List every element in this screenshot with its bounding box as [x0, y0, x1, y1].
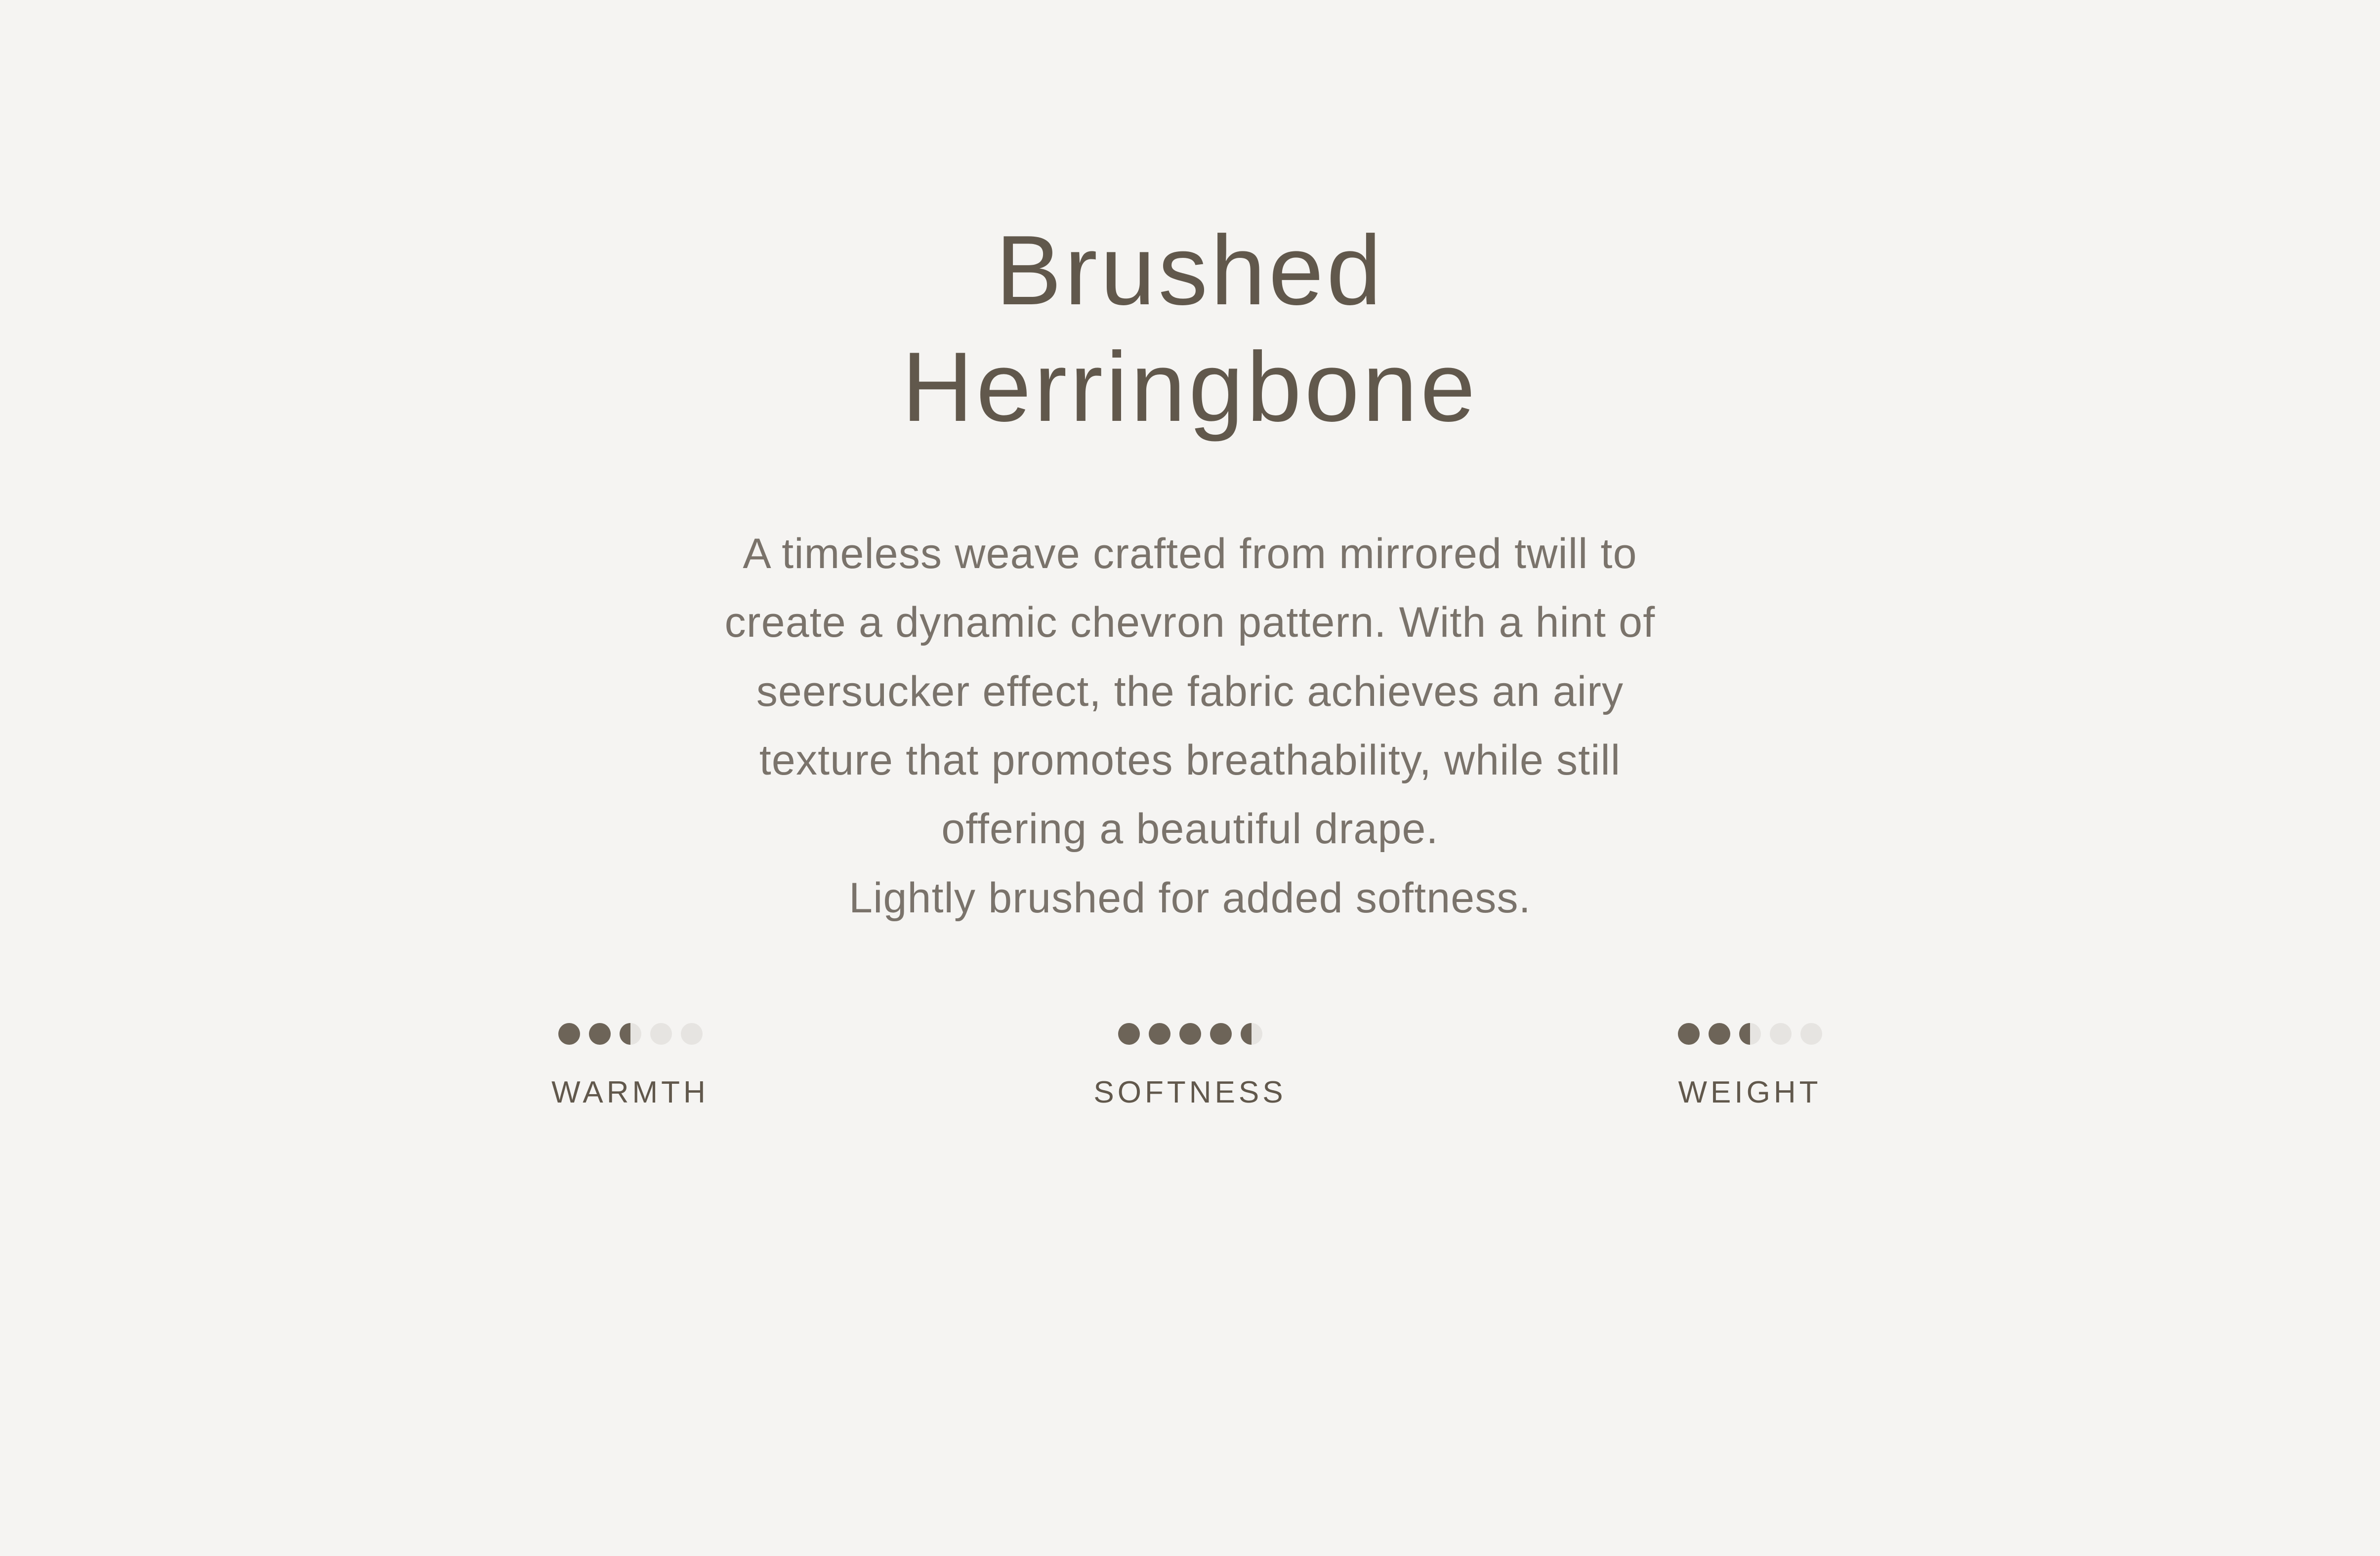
rating-dot — [1770, 1023, 1792, 1045]
description-line-4: texture that promotes breathability, while still — [759, 736, 1621, 784]
fabric-description — [583, 520, 1798, 933]
rating-dot — [1210, 1023, 1232, 1045]
fabric-attribute-ratings — [350, 1017, 2030, 1110]
rating-dot — [681, 1023, 703, 1045]
rating-dot — [589, 1023, 611, 1045]
description-line-2: create a dynamic chevron pattern. With a hint of — [724, 599, 1656, 647]
rating-dot — [620, 1023, 641, 1045]
description-line-3: seersucker effect, the fabric achieves an airy — [756, 667, 1624, 715]
rating-warmth — [350, 1017, 910, 1110]
rating-dot — [558, 1023, 580, 1045]
rating-softness-dots — [1118, 1017, 1262, 1051]
rating-dot — [1709, 1023, 1730, 1045]
description-line-5: offering a beautiful drape. — [941, 805, 1439, 853]
rating-warmth-dots — [558, 1017, 703, 1051]
page-title-line-1: Brushed — [996, 215, 1384, 326]
rating-dot — [1118, 1023, 1140, 1045]
rating-weight — [1470, 1017, 2030, 1110]
description-line-6: Lightly brushed for added softness. — [849, 874, 1531, 922]
rating-dot — [1149, 1023, 1170, 1045]
page-title-line-2: Herringbone — [902, 332, 1478, 442]
rating-weight-dots — [1678, 1017, 1822, 1051]
page-title — [449, 212, 1931, 446]
rating-softness-label: SOFTNESS — [1093, 1075, 1287, 1109]
rating-dot — [1678, 1023, 1700, 1045]
rating-warmth-label: WARMTH — [551, 1075, 709, 1109]
rating-dot — [1179, 1023, 1201, 1045]
rating-weight-label: WEIGHT — [1678, 1075, 1822, 1109]
description-line-1: A timeless weave crafted from mirrored twill to — [743, 530, 1637, 577]
rating-dot — [650, 1023, 672, 1045]
rating-dot — [1241, 1023, 1262, 1045]
rating-softness — [910, 1017, 1470, 1110]
rating-dot — [1800, 1023, 1822, 1045]
rating-dot — [1739, 1023, 1761, 1045]
